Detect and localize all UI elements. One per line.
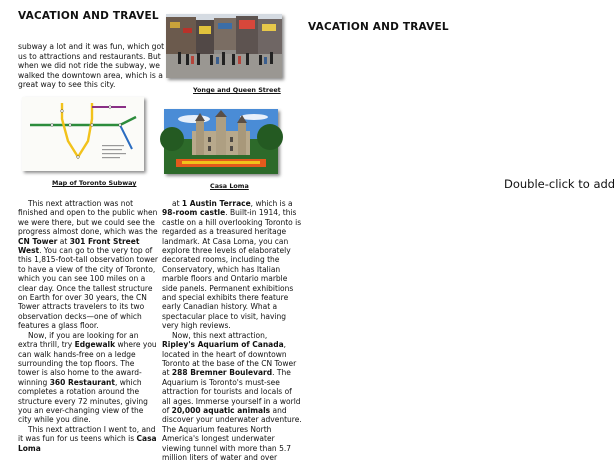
- yonge-street-photo: [166, 14, 282, 78]
- bold-text: Ripley's Aquarium of Canada: [162, 340, 284, 350]
- body-text: where you can walk hands-free on a ledge surrounding the top floors. The tower is also home to the award-winning: [18, 340, 157, 387]
- article-paragraph: [162, 199, 302, 331]
- bold-text: Casa Loma: [18, 434, 157, 453]
- article-paragraph: [18, 425, 158, 453]
- casa-loma-caption: Casa Loma: [210, 182, 249, 190]
- body-text: , located in the heart of downtown Toronto at the base of the CN Tower at: [162, 340, 297, 378]
- body-text: . Built-in 1914, this castle on a hill overlooking Toronto is regarded as a treasured heritage landmark. At Casa Loma, you can explore three levels of elaborately decorated rooms, including the Conservatory, which has Italian marble floors and Ontario marble side panels. Permanent exhibitions and special exhibits there feature early Canadian history. What a spectacular place to visit, having very high reviews.: [162, 208, 302, 331]
- body-text: and discover your underwater adventure. The Aquarium features North America's longest underwater viewing tunnel with more than 5.7 million liters of water and over: [162, 405, 302, 462]
- subway-map-photo: [22, 97, 144, 171]
- body-text: at: [57, 236, 70, 246]
- body-text: . You can go to the very top of this 1,815-foot-tall observation tower to have a view of the city of Toronto, which you can see 100 miles on a clear day. Once the tallest structure on Earth for over 30 years, the CN Tower attracts travelers to its two observation decks—one of which features a glass floor.: [18, 246, 158, 331]
- body-text: Now, if you are looking for an extra thrill, try: [18, 330, 139, 350]
- bold-text: CN Tower: [18, 236, 58, 246]
- text-box-placeholder[interactable]: Double-click to add: [504, 177, 615, 191]
- article-paragraph: [18, 199, 158, 331]
- next-page-header-title: VACATION AND TRAVEL: [308, 21, 449, 33]
- article-paragraph: [162, 331, 302, 462]
- bold-text: 20,000 aquatic animals: [171, 405, 271, 415]
- bold-text: 301 Front Street West: [18, 236, 140, 256]
- article-column-right: [162, 199, 302, 462]
- casa-loma-photo: [164, 109, 278, 174]
- body-text: This next attraction I went to, and it was fun for us teens which is: [18, 424, 156, 444]
- body-text: at: [172, 199, 182, 208]
- bold-text: Edgewalk: [74, 340, 116, 350]
- bold-text: 360 Restaurant: [49, 377, 115, 387]
- body-text: This next attraction was not finished and open to the public when we were there, but we could see the progress almost done, which was the: [18, 199, 158, 237]
- body-text: Now, this next attraction,: [172, 330, 268, 340]
- bold-text: 288 Bremner Boulevard: [171, 368, 273, 378]
- bold-text: 98-room castle: [162, 208, 226, 218]
- bold-text: 1 Austin Terrace: [181, 199, 251, 208]
- subway-map-caption: Map of Toronto Subway: [52, 179, 137, 187]
- page-header-title: VACATION AND TRAVEL: [18, 10, 159, 22]
- subway-map-image: [22, 97, 144, 171]
- body-text: . The Aquarium is Toronto's must-see attraction for tourists and locals of all ages. Immerse yourself in a world of: [162, 368, 301, 415]
- castle-image: [164, 109, 278, 174]
- city-street-image: [166, 14, 282, 78]
- intro-paragraph: subway a lot and it was fun, which got us to attractions and restaurants. But when we did not ride the subway, we walked the downtown area, which is a great way to see this city.: [18, 42, 165, 90]
- article-column-left: [18, 199, 158, 453]
- yonge-street-caption: Yonge and Queen Street: [193, 86, 281, 94]
- body-text: , which is a: [250, 199, 293, 208]
- body-text: , which completes a rotation around the structure every 72 minutes, giving you an ever-changing view of the city while you dine.: [18, 377, 148, 425]
- article-paragraph: [18, 331, 158, 425]
